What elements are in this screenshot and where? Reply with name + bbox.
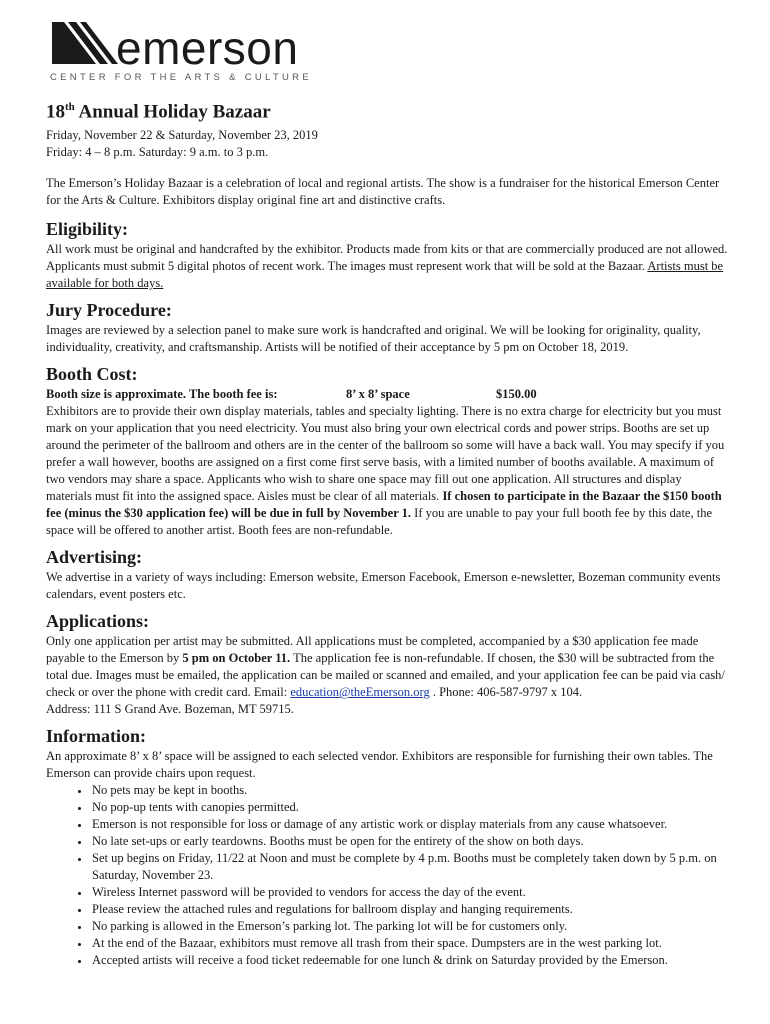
logo-subtitle: CENTER FOR THE ARTS & CULTURE	[50, 72, 312, 83]
address-text: Address: 111 S Grand Ave. Bozeman, MT 59715.	[46, 702, 294, 717]
document-page	[46, 18, 728, 969]
advertising-text: We advertise in a variety of ways including: Emerson website, Emerson Facebook, Emerson e-newsletter, Bozeman community events calendars, event posters etc.	[46, 570, 721, 602]
information-list	[46, 782, 728, 969]
list-item: • Set up begins on Friday, 11/22 at Noon and must be complete by 4 p.m. Booths must be completely taken down by 5 p.m. on Saturday, November 23.	[90, 850, 728, 884]
email-link[interactable]: education@theEmerson.org	[290, 685, 430, 700]
eligibility-text: All work must be original and handcrafted by the exhibitor. Products made from kits or that are commercially produced are not allowed. Applicants must submit 5 digital photos of recent work. The images must represent work that will be sold at the Bazaar. Artists must be available for both days.	[46, 242, 728, 291]
emerson-logo-mark-icon	[50, 20, 120, 68]
page-title: 18th Annual Holiday Bazaar	[46, 101, 271, 123]
intro-paragraph: The Emerson’s Holiday Bazaar is a celebration of local and regional artists. The show is a fundraiser for the historical Emerson Center for the Arts & Culture. Exhibitors display original fine art and distinctive crafts.	[46, 176, 720, 208]
emerson-logo	[46, 18, 728, 88]
list-item: • Accepted artists will receive a food ticket redeemable for one lunch & drink on Saturday provided by the Emerson.	[90, 952, 728, 969]
information-heading: Information:	[46, 726, 146, 747]
applications-heading: Applications:	[46, 611, 150, 632]
list-item: • At the end of the Bazaar, exhibitors must remove all trash from their space. Dumpsters are in the west parking lot.	[90, 935, 728, 952]
booth-cost-heading: Booth Cost:	[46, 364, 138, 385]
booth-text: Exhibitors are to provide their own display materials, tables and specialty lighting. There is no extra charge for electricity but you must mark on your application that you need electricity. You must also bring your own electrical cords and power strips. Booths are set up around the perimeter of the ballroom and others are in the center of the ballroom so some will have a back wall. You may specify if you prefer a wall however, booths are assigned on a first come first serve basis, with a limited number of booths available. A maximum of two vendors may share a space. Applicants who wish to share one space may fill out one application. All structures and display materials must fit into the assigned space. Aisles must be clear of all materials. If chosen to participate in the Bazaar the $150 booth fee (minus the $30 application fee) will be due in full by November 1. If you are unable to pay your full booth fee by this date, the space will be offered to another artist. Booth fees are non-refundable.	[46, 404, 725, 538]
booth-fee-row: Booth size is approximate. The booth fee is: 8’ x 8’ space $150.00	[46, 387, 537, 402]
event-hours: Friday: 4 – 8 p.m. Saturday: 9 a.m. to 3 p.m.	[46, 145, 269, 160]
event-dates: Friday, November 22 & Saturday, November 23, 2019	[46, 128, 318, 143]
list-item: • No parking is allowed in the Emerson’s parking lot. The parking lot will be for customers only.	[90, 918, 728, 935]
list-item: • Emerson is not responsible for loss or damage of any artistic work or display materials from any cause whatsoever.	[90, 816, 728, 833]
list-item: • No late set-ups or early teardowns. Booths must be open for the entirety of the show on both days.	[90, 833, 728, 850]
eligibility-heading: Eligibility:	[46, 219, 129, 240]
list-item: • Wireless Internet password will be provided to vendors for access the day of the event.	[90, 884, 728, 901]
list-item: • Please review the attached rules and regulations for ballroom display and hanging requirements.	[90, 901, 728, 918]
jury-text: Images are reviewed by a selection panel to make sure work is handcrafted and original. We will be looking for originality, quality, individuality, creativity, and craftsmanship. Artists will be notified of their acceptance by 5 pm on October 18, 2019.	[46, 323, 701, 355]
information-text: An approximate 8’ x 8’ space will be assigned to each selected vendor. Exhibitors are responsible for furnishing their own tables. The Emerson can provide chairs upon request.	[46, 749, 713, 781]
advertising-heading: Advertising:	[46, 547, 142, 568]
list-item: • No pets may be kept in booths.	[90, 782, 728, 799]
jury-heading: Jury Procedure:	[46, 300, 172, 321]
logo-wordmark: emerson	[116, 22, 299, 74]
applications-text: Only one application per artist may be submitted. All applications must be completed, accompanied by a $30 application fee made payable to the Emerson by 5 pm on October 11. The application fee is non-refundable. If chosen, the $30 will be subtracted from the total due. Images must be emailed, the application can be mailed or scanned and emailed, and your application fee can be paid via cash/ check or over the phone with credit card. Email: education@theEmerson.org . Phone: 406-587-9797 x 104.	[46, 634, 725, 700]
list-item: • No pop-up tents with canopies permitted.	[90, 799, 728, 816]
